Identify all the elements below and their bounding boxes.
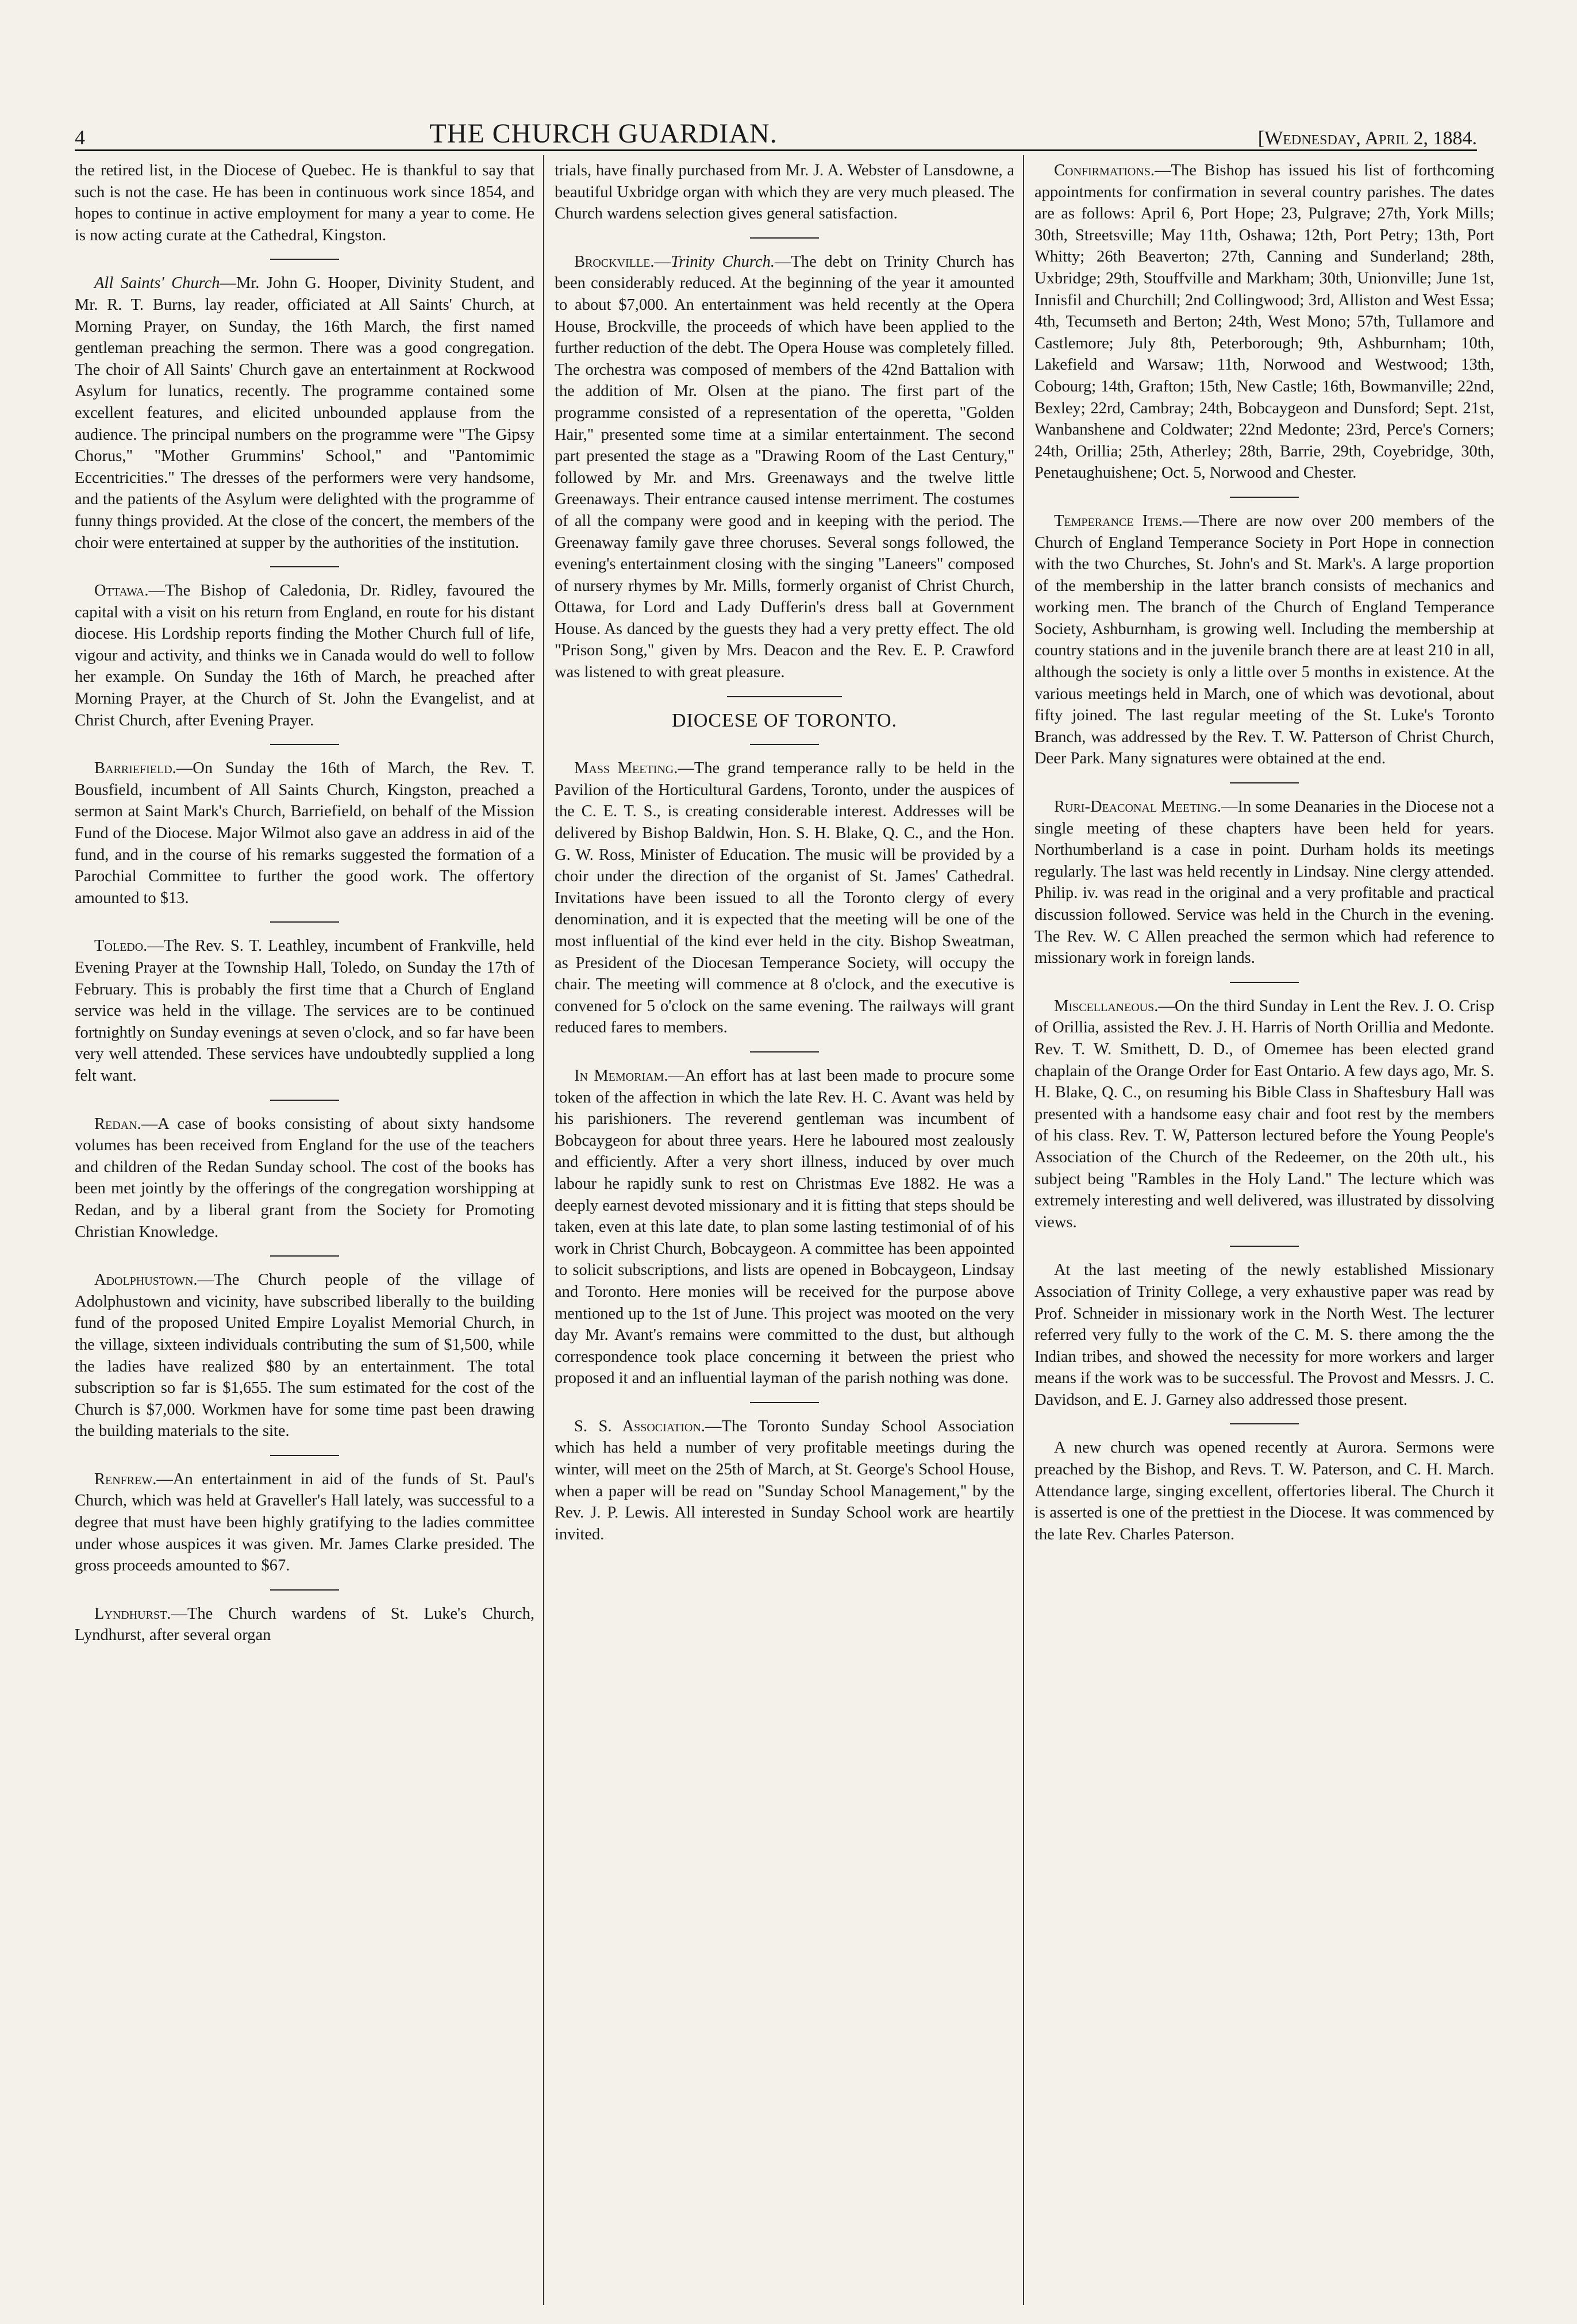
article-body: —The Bishop has issued his list of forthcoming appointments for confirmation in several country parishes. The dates are as follows: April 6, Port Hope; 23, Pulgrave; 27th, York Mills; 30th, Streetsville; May 11th, Oshawa; 12th, Port Petry; 13th, Port Whitty; 26th Beaverton; 27th, Canning and Sunderland; 28th, Uxbridge; 29th, Stouffville and Markham; 30th, Unionville; June 1st, Innisfil and Churchill; 2nd Collingwood; 3rd, Alliston and West Essa; 4th, Tecumseth and Berton; 24th, West Mono; 57th, Tullamore and Castlemore; July 8th, Peterborough; 9th, Ashburnham; 10th, Lakefield and Warsaw; 11th, Norwood and Westwood; 13th, Cobourg; 14th, Grafton; 15th, New Castle; 16th, Bowmanville; 22nd, Bexley; 22rd, Cambray; 24th, Bobcaygeon and Dunsford; Sept. 21st, Wanbanshene and Coldwater; 22nd Medonte; 23rd, Perce's Corners; 24th, Orillia; 25th, Atherley; 28th, Barrie, 29th, Coyebridge, 30th, Penetaughuishene; Oct. 5, Norwood and Chester. <box>1034 162 1494 482</box>
article-heading: Temperance Items. <box>1054 512 1183 530</box>
article-ruri-deaconal <box>1034 796 1494 969</box>
article-heading: Renfrew. <box>94 1470 157 1488</box>
article-heading: In Memoriam. <box>574 1066 668 1085</box>
column-rule <box>1023 155 1024 2305</box>
article-heading: Toledo. <box>94 937 148 955</box>
article-separator <box>1230 982 1299 983</box>
article-confirmations <box>1034 160 1494 484</box>
article-body: —The Bishop of Caledonia, Dr. Ridley, favoured the capital with a visit on his return from England, en route for his distant diocese. His Lordship reports finding the Mother Church full of life, vigour and activity, and thinks we in Canada would do well to follow her example. On Sunday the 16th of March, he preached after Morning Prayer, at the Church of St. John the Evangelist, and at Christ Church, after Evening Prayer. <box>75 582 534 729</box>
article-heading: S. S. Association. <box>574 1417 705 1435</box>
article-brockville: Brockville.—Trinity Church.—The debt on Trinity Church has been considerably reduced. At the beginning of the year it amounted to about $7,000. An entertainment was held recently at the Opera House, Brockville, the proceeds of which have been applied to the further reduction of the debt. The Opera House was completely filled. The orchestra was composed of members of the 42nd Battalion with the addition of Mr. Olsen at the piano. The first part of the programme consisted of a representation of the operetta, "Golden Hair," presented some time at a similar entertainment. The second part presented the stage as a "Drawing Room of the Last Century," followed by Mr. and Mrs. Greenaways and the twelve little Greenaways. Their entrance caused intense merriment. The costumes of all the company were good and in keeping with the period. The Greenaway family gave three choruses. Several songs followed, the evening's entertainment closing with the singing "Laneers" composed of nursery rhymes by Mr. Mills, formerly organist of Christ Church, Ottawa, for Lord and Lady Dufferin's dress ball at Government House. As danced by the guests they had a very pretty effect. The old "Prison Song," given by Mrs. Deacon and the Rev. E. P. Crawford was listened to with great pleasure. <box>555 252 1014 682</box>
article-body: —A case of books consisting of about sixty handsome volumes has been received from England for the use of the teachers and children of the Redan Sunday school. The cost of the books has been met jointly by the offerings of the congregation worshipping at Redan, and by a liberal grant from the Society for Promoting Christian Knowledge. <box>75 1115 534 1241</box>
article-body: —The Church people of the village of Adolphustown and vicinity, have subscribed liberally to the building fund of the proposed United Empire Loyalist Memorial Church, in the village, sixteen individuals contributing the sum of $1,500, while the ladies have realized $80 by an entertainment. The total subscription so far is $1,655. The sum estimated for the cost of the Church is $7,000. Workmen have for some time past been drawing the building materials to the site. <box>75 1271 534 1441</box>
masthead <box>75 113 1477 151</box>
article-separator <box>1230 782 1299 783</box>
article-separator <box>270 259 339 260</box>
article-in-memoriam <box>555 1065 1014 1389</box>
article-separator <box>1230 497 1299 498</box>
issue-date: [Wednesday, April 2, 1884. <box>1257 128 1477 149</box>
article-body: —The Rev. S. T. Leathley, incumbent of Frankville, held Evening Prayer at the Township Hall, Toledo, on Sunday the 17th of February. This is probably the first time that a Church of England service was held in the village. The services are to be continued fortnightly on Sunday evenings at seven o'clock, and so far have been very well attended. These services have undoubtedly supplied a long felt want. <box>75 937 534 1085</box>
article-heading: Ruri-Deaconal Meeting. <box>1054 798 1221 816</box>
section-heading: DIOCESE OF TORONTO. <box>671 709 898 731</box>
article-renfrew <box>75 1469 534 1577</box>
article-body: —An entertainment in aid of the funds of St. Paul's Church, which was held at Graveller's Hall lately, was successful to a degree that must have been highly gratifying to the ladies committee under whose auspices it was given. Mr. James Clarke presided. The gross proceeds amounted to $67. <box>75 1470 534 1575</box>
article-all-saints <box>75 272 534 554</box>
article-barriefield <box>75 758 534 909</box>
newspaper-title: THE CHURCH GUARDIAN. <box>429 118 778 149</box>
article-heading: Lyndhurst. <box>94 1604 171 1623</box>
article-heading: Ottawa. <box>94 582 149 600</box>
article-adolphustown <box>75 1269 534 1442</box>
article-separator <box>270 1589 339 1591</box>
article-body: —The Church wardens of St. Luke's Church, Lyndhurst, after several organ <box>75 1604 534 1645</box>
article-redan <box>75 1113 534 1243</box>
article-heading: Mass Meeting. <box>574 759 678 778</box>
article-heading: Redan. <box>94 1115 141 1133</box>
article-miscellaneous <box>1034 996 1494 1234</box>
article-separator <box>1230 1423 1299 1424</box>
article-separator <box>270 921 339 923</box>
article-body: —In some Deanaries in the Diocese not a single meeting of these chapters have been held for years. Northumberland is a case in point. Durham holds its meetings regularly. The last was held recently in Lindsay. Nine clergy attended. Philip. iv. was read in the original and a very profitable and practical discussion followed. Service was held in the Church in the evening. The Rev. W. C Allen preached the sermon which had reference to missionary work in foreign lands. <box>1034 798 1494 967</box>
article-subheading: Trinity Church. <box>670 252 775 271</box>
column-1 <box>75 160 534 1646</box>
article-body: —The debt on Trinity Church has been considerably reduced. At the beginning of the year it amounted to about $7,000. An entertainment was held recently at the Opera House, Brockville, the proceeds of which have been applied to the further reduction of the debt. The Opera House was completely filled. The orchestra was composed of members of the 42nd Battalion with the addition of Mr. Olsen at the piano. The first part of the programme consisted of a representation of the operetta, "Golden Hair," presented some time at a similar entertainment. The second part presented the stage as a "Drawing Room of the Last Century," followed by Mr. and Mrs. Greenaways and the twelve little Greenaways. Their entrance caused intense merriment. The costumes of all the company were good and in keeping with the period. The Greenaway family gave three choruses. Several songs followed, the evening's entertainment closing with the singing "Laneers" composed of nursery rhymes by Mr. Mills, formerly organist of Christ Church, Ottawa, for Lord and Lady Dufferin's dress ball at Government House. As danced by the guests they had a very pretty effect. The old "Prison Song," given by Mrs. Deacon and the Rev. E. P. Crawford was listened to with great pleasure. <box>555 252 1014 682</box>
article-trinity-college: At the last meeting of the newly established Missionary Association of Trinity College, a very exhaustive paper was read by Prof. Schneider in missionary work in the North West. The lecturer referred very fully to the work of the C. M. S. there among the the Indian tribes, and showed the necessity for more workers and larger means if the work was to be successful. The Provost and Messrs. J. C. Davidson, and E. J. Garney also addressed those present. <box>1034 1261 1494 1409</box>
article-paragraph: trials, have finally purchased from Mr. J. A. Webster of Lansdowne, a beautiful Uxbridge organ with which they are very much pleased. The Church wardens selection gives general satisfaction. <box>555 162 1014 223</box>
article-separator <box>270 1255 339 1257</box>
article-heading: Brockville. <box>574 252 655 271</box>
article-heading: All Saints' Church <box>94 274 220 293</box>
article-aurora: A new church was opened recently at Aurora. Sermons were preached by the Bishop, and Revs. T. W. Paterson, and C. H. March. Attendance large, singing excellent, offertories liberal. The Church it is asserted is one of the prettiest in the Diocese. It was commenced by the late Rev. Charles Paterson. <box>1034 1439 1494 1543</box>
article-separator <box>270 566 339 567</box>
article-body: —The grand temperance rally to be held in the Pavilion of the Horticultural Gardens, Toronto, under the auspices of the C. E. T. S., is creating considerable interest. Addresses will be delivered by Bishop Baldwin, Hon. S. H. Blake, Q. C., and the Hon. G. W. Ross, Minister of Education. The music will be provided by a choir under the direction of the organist of St. James' Cathedral. Invitations have been issued to all the Toronto clergy of every denomination, and it is expected that the meeting will be one of the most influential of the kind ever held in the city. Bishop Sweatman, as President of the Diocesan Temperance Society, will occupy the chair. The meeting will commence at 8 o'clock, and the executive is convened for 5 o'clock on the same evening. The railways will grant reduced fares to members. <box>555 759 1014 1037</box>
article-separator <box>750 237 819 239</box>
article-body: —The Toronto Sunday School Association which has held a number of very profitable meetings during the winter, will meet on the 25th of March, at St. George's School House, when a paper will be read on "Sunday School Management," by the Rev. J. P. Lewis. All interested in Sunday School work are heartily invited. <box>555 1417 1014 1543</box>
article-lyndhurst <box>75 1603 534 1646</box>
article-separator <box>750 1402 819 1403</box>
section-separator <box>727 696 842 697</box>
column-rule <box>543 155 544 2305</box>
article-body: —There are now over 200 members of the Church of England Temperance Society in Port Hope in connection with the two Churches, St. John's and St. Mark's. A large proportion of the membership in the latter branch consists of mechanics and working men. The branch of the Church of England Temperance Society, Ashburnham, is growing well. Including the membership at country stations and in the juvenile branch there are at least 210 in all, although the society is only a little over 5 months in existence. At the various meetings held in March, one of which was devotional, about fifty joined. The last regular meeting of the St. Luke's Toronto Branch, was addressed by the Rev. T. W. Patterson of Christ Church, Deer Park. Many signatures were obtained at the end. <box>1034 512 1494 768</box>
article-heading: Miscellaneous. <box>1054 997 1159 1015</box>
article-separator <box>270 744 339 745</box>
article-heading: Adolphustown. <box>94 1271 198 1289</box>
article-separator <box>750 1051 819 1052</box>
article-temperance <box>1034 510 1494 770</box>
article-ottawa <box>75 580 534 731</box>
column-3 <box>1034 160 1494 1545</box>
article-heading: Confirmations. <box>1054 162 1155 179</box>
article-paragraph: the retired list, in the Diocese of Quebec. He is thankful to say that such is not the case. He has been in continuous work since 1854, and hopes to continue in active employment for many a year to come. He is now acting curate at the Cathedral, Kingston. <box>75 162 534 244</box>
article-body: —On Sunday the 16th of March, the Rev. T. Bousfield, incumbent of All Saints Church, Kingston, preached a sermon at Saint Mark's Church, Barriefield, on behalf of the Mission Fund of the Diocese. Major Wilmot also gave an address in aid of the fund, and in the course of his remarks suggested the formation of a Parochial Committee to further the good work. The offertory amounted to $13. <box>75 759 534 907</box>
article-separator <box>750 744 819 745</box>
article-toledo <box>75 935 534 1086</box>
article-heading: Barriefield. <box>94 759 176 778</box>
article-body: —An effort has at last been made to procure some token of the affection in which the late Rev. H. C. Avant was held by his parishioners. The reverend gentleman was incumbent of Bobcaygeon for about three years. Here he laboured most zealously and efficiently. After a very short illness, induced by over much labour he rapidly sunk to rest on Christmas Eve 1882. He was a deeply earnest devoted missionary and it is fitting that steps should be taken, even at this late date, to plan some lasting testimonial of of his work in Christ Church, Bobcaygeon. A committee has been appointed to solicit subscriptions, and lists are opened in Bobcaygeon, Lindsay and Toronto. Here monies will be received for the purpose above mentioned up to the 1st of June. This project was mooted on the very day Mr. Avant's remains were committed to the dust, but although correspondence took place concerning it between the priest who proposed it and an influential layman of the parish nothing was done. <box>555 1066 1014 1388</box>
article-body: —On the third Sunday in Lent the Rev. J. O. Crisp of Orillia, assisted the Rev. J. H. Harris of North Orillia and Medonte. Rev. T. W. Smithett, D. D., of Omemee has been elected grand chaplain of the Orange Order for East Ontario. A few days ago, Mr. S. H. Blake, Q. C., on resuming his Bible Class in Shaftesbury Hall was presented with a handsome easy chair and foot rest by the members of his class. Rev. T. W, Patterson lectured before the Young People's Association of the Church of the Redeemer, on the 20th ult., his subject being "Rambles in the Holy Land." The lecture which was extremely interesting and well delivered, was illustrated by dissolving views. <box>1034 997 1494 1231</box>
article-body: —Mr. John G. Hooper, Divinity Student, and Mr. R. T. Burns, lay reader, officiated at All Saints' Church, at Morning Prayer, on Sunday, the 16th March, the first named gentleman preaching the sermon. There was a good congregation. The choir of All Saints' Church gave an entertainment at Rockwood Asylum for lunatics, recently. The programme contained some excellent features, and elicited unbounded applause from the audience. The principal numbers on the programme were "The Gipsy Chorus," "Mother Grummins' School," and "Pantomimic Eccentricities." The dresses of the performers were very handsome, and the patients of the Asylum were delighted with the programme of funny things provided. At the close of the concert, the members of the choir were entertained at supper by the authorities of the institution. <box>75 274 534 552</box>
column-2 <box>555 160 1014 1545</box>
page-number: 4 <box>75 126 85 149</box>
article-separator <box>1230 1246 1299 1247</box>
article-separator <box>270 1100 339 1101</box>
article-ss-association <box>555 1416 1014 1546</box>
article-separator <box>270 1455 339 1456</box>
article-mass-meeting <box>555 758 1014 1039</box>
